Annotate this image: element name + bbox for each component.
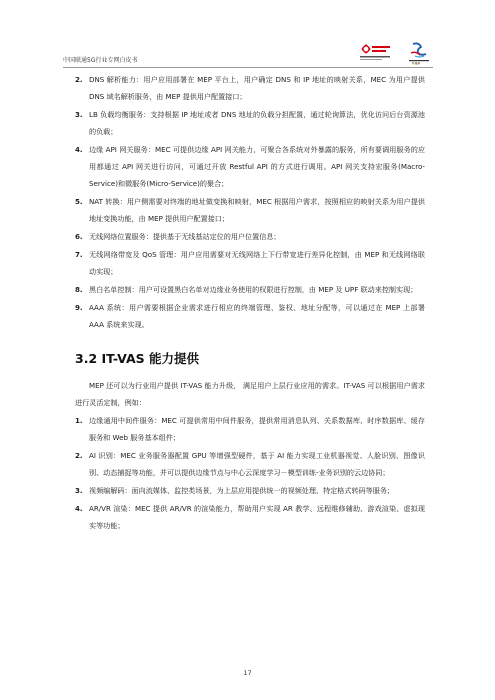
list-text: AR/VR 渲染：MEC 提供 AR/VR 的渲染能力，帮助用户实现 AR 教学、远程维修辅助、游戏渲染、虚拟现实等功能； — [89, 504, 425, 530]
list-number: 3. — [75, 110, 83, 119]
beijing-2022-emblem-icon — [403, 41, 435, 65]
list-item — [75, 246, 425, 280]
list-text: DNS 解析能力：用户应用部署在 MEP 平台上，用户确定 DNS 和 IP 地址的映射关系，MEC 为用户提供 DNS 域名解析服务，由 MEP 提供用户配置接口； — [89, 75, 425, 101]
list-item — [75, 141, 425, 192]
list-text: AAA 系统：用户需要根据企业需求进行相应的终端管理、鉴权、地址分配等，可以通过在 MEP 上部署 AAA 系统来实现。 — [89, 303, 425, 329]
list-number: 4. — [75, 504, 83, 513]
page-body — [75, 71, 425, 535]
section-heading: 3.2 IT-VAS 能力提供 — [75, 351, 199, 366]
list-item — [75, 106, 425, 140]
list-number: 5. — [75, 197, 83, 206]
list-number: 4. — [75, 145, 83, 154]
list-item — [75, 500, 425, 534]
header-title: 中国联通5G行业专网白皮书 — [63, 57, 138, 64]
page-number: 17 — [243, 669, 252, 677]
list-number: 7. — [75, 250, 83, 259]
list-item — [75, 193, 425, 227]
list-number: 9. — [75, 303, 83, 312]
list-text: 边缘通用中间件服务：MEC 可提供常用中间件服务，提供常用消息队列、关系数据库、时序数据库、缓存服务和 Web 服务基本组件； — [89, 416, 425, 442]
list-text: 黑白名单控制：用户可设置黑白名单对边缘业务使用的权限进行控制，由 MEP 及 UPF 联动来控制实现； — [89, 285, 418, 294]
list-item — [75, 482, 425, 499]
list-item — [75, 281, 425, 298]
list-number: 2. — [75, 75, 83, 84]
section-intro-paragraph: MEP 还可以为行业用户提供 IT-VAS 能力升级， 满足用户上层行业应用的需求。IT-VAS 可以根据用户需求进行灵活定制，例如： — [75, 381, 425, 407]
list-item — [75, 299, 425, 333]
header-divider — [63, 67, 433, 68]
china-unicom-logo — [358, 43, 392, 63]
list-text: 无线网络位置服务：提供基于无线基站定位的用户位置信息； — [89, 232, 281, 241]
list-text: 视频编解码：面向流媒体、监控类场景，为上层应用提供统一的视频处理、特定格式转码等服务； — [89, 486, 395, 495]
list-number: 8. — [75, 285, 83, 294]
list-item — [75, 447, 425, 481]
list-text: LB 负载均衡服务：支持根据 IP 地址或者 DNS 地址的负载分担配置，通过轮询算法，优化访问后台资源池的负载； — [89, 110, 425, 136]
list-text: 无线网络带宽及 QoS 管理：用户应用需要对无线网络上下行带宽进行差异化控制，由 MEP 和无线网络联动实现； — [89, 250, 425, 276]
list-number: 6. — [75, 232, 83, 241]
list-item — [75, 412, 425, 446]
list-item — [75, 228, 425, 245]
list-text: 边缘 API 网关服务：MEC 可提供边缘 API 网关能力，可聚合各系统对外暴露的服务，所有要调用服务的应用都通过 API 网关进行访问，可通过开放 Restful API 的方式进行调用。API 网关支持宏服务(Macro-Service)和微服务(Micro-Service)的聚合； — [89, 145, 425, 188]
list-number: 1. — [75, 416, 83, 425]
list-text: NAT 转换：用户侧需要对终端的地址做变换和映射，MEC 根据用户需求，按照相应的映射关系为用户提供地址变换功能，由 MEP 提供用户配置接口； — [89, 197, 425, 223]
list-item — [75, 71, 425, 105]
list-number: 3. — [75, 486, 83, 495]
page-header — [63, 43, 433, 68]
list-number: 2. — [75, 451, 83, 460]
list-text: AI 识别：MEC 业务服务器配置 GPU 等增强型硬件，基于 AI 能力实现工业机器视觉、人脸识别、图像识别、动态捕捉等功能，并可以提供边缘节点与中心云深度学习－模型训练-业务识别的云边协同； — [89, 451, 425, 477]
